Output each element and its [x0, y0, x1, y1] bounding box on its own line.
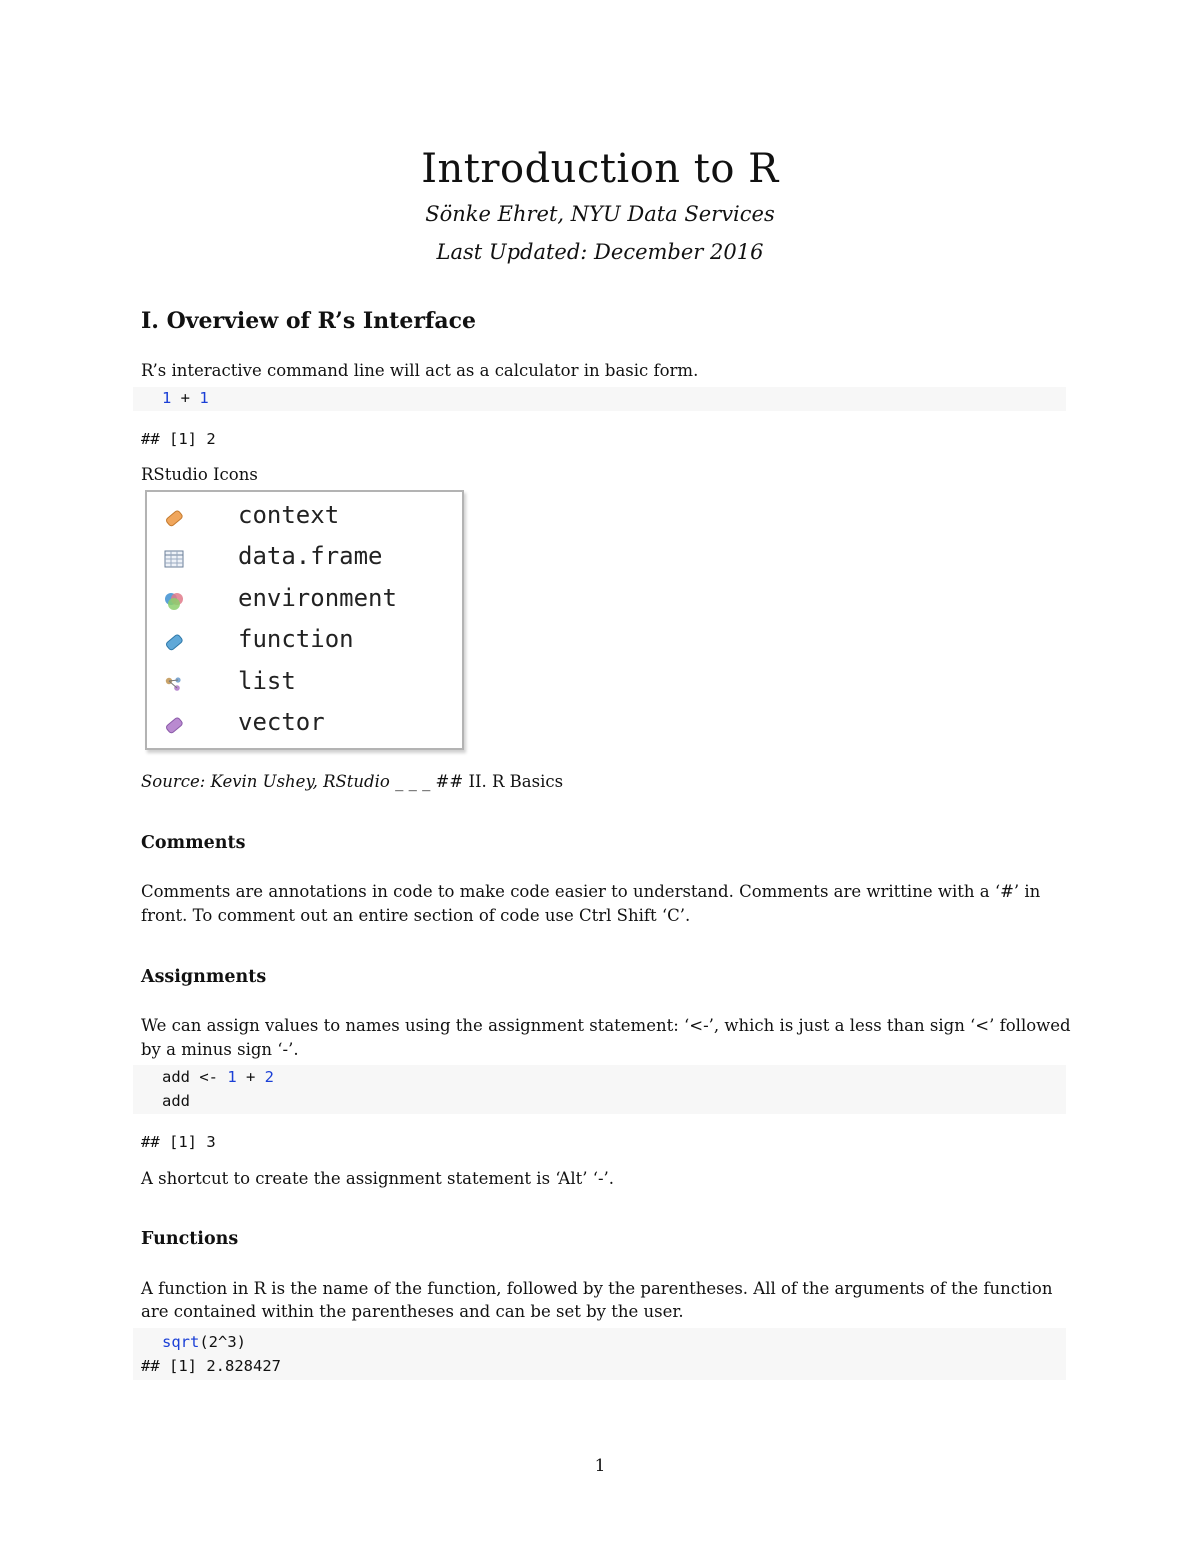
code-output-2: ## [1] 3	[141, 1133, 216, 1151]
code-operator: +	[236, 1068, 265, 1086]
heading-assignments: Assignments	[141, 967, 267, 987]
document-title: Introduction to R	[421, 146, 779, 192]
code-variable: add	[162, 1068, 190, 1086]
heading-functions: Functions	[141, 1229, 239, 1249]
icon-label: function	[238, 625, 354, 653]
code-number: 2	[264, 1068, 275, 1086]
heading-comments: Comments	[141, 833, 246, 853]
author-line: Sönke Ehret, NYU Data Services	[425, 202, 775, 226]
comments-line-2: front. To comment out an entire section of code use Ctrl Shift ‘C’.	[141, 906, 691, 925]
source-rest: _ _ _ ## II. R Basics	[389, 772, 564, 791]
icon-row-environment	[147, 580, 462, 620]
icon-row-data-frame	[147, 538, 462, 578]
source-line	[141, 770, 563, 794]
assignment-shortcut: A shortcut to create the assignment statement is ‘Alt’ ‘-’.	[141, 1169, 615, 1188]
icon-label: data.frame	[238, 542, 383, 570]
assignments-line-2: by a minus sign ‘-’.	[141, 1040, 299, 1059]
context-icon	[163, 507, 185, 529]
icon-row-list	[147, 663, 462, 703]
code-line	[162, 1068, 274, 1086]
icon-label: list	[238, 667, 296, 695]
assignments-line-1: We can assign values to names using the assignment statement: ‘<-’, which is just a less than sign ‘<’ followed	[141, 1016, 1071, 1035]
functions-line-2: are contained within the parentheses and can be set by the user.	[141, 1302, 684, 1321]
icon-row-context	[147, 497, 462, 537]
code-block-1	[133, 387, 1066, 411]
functions-line-1: A function in R is the name of the function, followed by the parentheses. All of the arguments of the function	[141, 1279, 1053, 1298]
icon-row-function	[147, 621, 462, 661]
icon-label: context	[238, 501, 340, 529]
comments-line-1: Comments are annotations in code to make code easier to understand. Comments are writtine with a ‘#’ in	[141, 882, 1041, 901]
rstudio-icons-figure	[145, 490, 464, 750]
icon-label: vector	[238, 708, 325, 736]
function-icon	[163, 631, 185, 653]
data-frame-icon	[163, 548, 185, 570]
environment-icon	[163, 590, 185, 612]
page-number: 1	[594, 1456, 606, 1476]
updated-line: Last Updated: December 2016	[436, 240, 764, 264]
code-line: add	[162, 1092, 190, 1110]
list-icon	[163, 673, 185, 695]
code-number: 1	[227, 1068, 237, 1086]
code-output-1: ## [1] 2	[141, 430, 216, 448]
code-function: sqrt	[162, 1333, 200, 1351]
code-line	[162, 1333, 246, 1351]
section-heading-overview: I. Overview of R’s Interface	[141, 308, 477, 334]
code-number: 1	[199, 389, 209, 407]
overview-intro: R’s interactive command line will act as a calculator in basic form.	[141, 361, 699, 380]
code-output-3: ## [1] 2.828427	[141, 1357, 281, 1375]
icon-row-vector	[147, 704, 462, 744]
icon-label: environment	[238, 584, 397, 612]
code-args: (2^3)	[199, 1333, 246, 1351]
source-citation: Source: Kevin Ushey, RStudio	[141, 772, 390, 791]
vector-icon	[163, 714, 185, 736]
code-block-3	[133, 1328, 1066, 1380]
code-number: 1	[162, 389, 172, 407]
code-block-2	[133, 1065, 1066, 1114]
code-operator: <-	[190, 1068, 228, 1086]
icons-caption: RStudio Icons	[141, 465, 258, 484]
code-operator: +	[171, 389, 200, 407]
